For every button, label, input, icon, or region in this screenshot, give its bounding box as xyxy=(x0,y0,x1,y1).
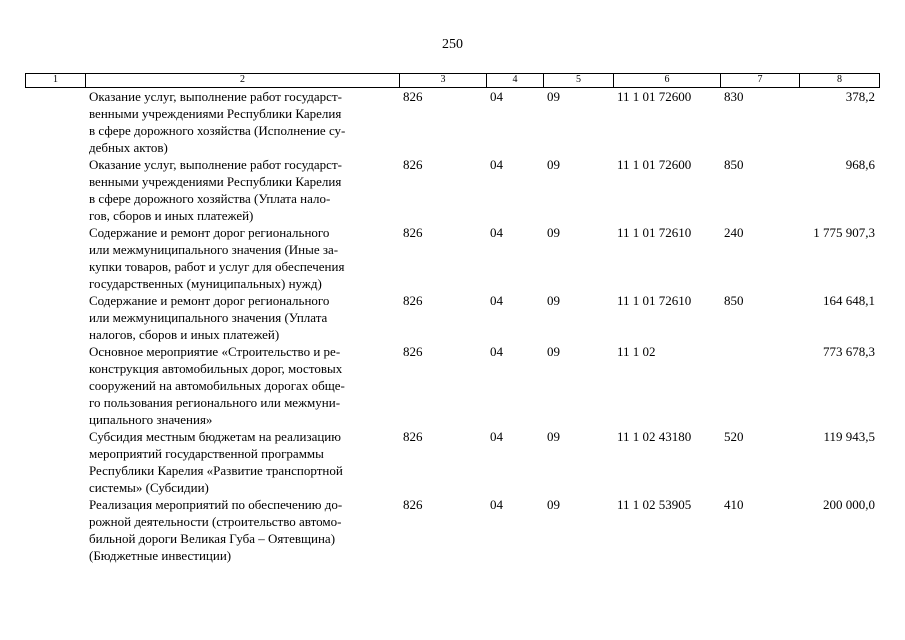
table-row xyxy=(25,88,880,156)
cell-subsection-code: 09 xyxy=(547,344,560,359)
description-line: Оказание услуг, выполнение работ государст- xyxy=(89,157,342,172)
description-line: мероприятий государственной программы xyxy=(89,446,324,461)
description-line: государственных (муниципальных) нужд) xyxy=(89,276,322,291)
cell-description xyxy=(85,343,399,428)
description-line: дебных актов) xyxy=(89,140,168,155)
cell-subsection-code: 09 xyxy=(547,89,560,104)
header-col-8: 8 xyxy=(799,74,880,87)
cell-amount: 164 648,1 xyxy=(823,293,875,308)
cell-ministry-code: 826 xyxy=(403,344,423,359)
table-row xyxy=(25,496,880,564)
cell-section-code: 04 xyxy=(490,293,503,308)
description-line: го пользования регионального или межмуни- xyxy=(89,395,341,410)
header-col-3: 3 xyxy=(399,74,486,87)
header-col-2: 2 xyxy=(85,74,399,87)
cell-col-1 xyxy=(25,156,85,224)
cell-col-1 xyxy=(25,496,85,564)
cell-description xyxy=(85,496,399,564)
cell-description xyxy=(85,156,399,224)
table-row xyxy=(25,224,880,292)
cell-target-article: 11 1 02 53905 xyxy=(617,497,692,512)
cell-section-code: 04 xyxy=(490,225,503,240)
cell-target-article: 11 1 01 72600 xyxy=(617,89,692,104)
table-header xyxy=(25,73,880,88)
description-line: Содержание и ремонт дорог регионального xyxy=(89,293,330,308)
header-col-7: 7 xyxy=(720,74,799,87)
header-col-4: 4 xyxy=(486,74,543,87)
description-line: в сфере дорожного хозяйства (Уплата нало- xyxy=(89,191,331,206)
cell-description xyxy=(85,428,399,496)
cell-section-code: 04 xyxy=(490,497,503,512)
cell-subsection-code: 09 xyxy=(547,497,560,512)
header-col-5: 5 xyxy=(543,74,613,87)
description-line: Субсидия местным бюджетам на реализацию xyxy=(89,429,341,444)
description-line: Содержание и ремонт дорог регионального xyxy=(89,225,330,240)
cell-amount: 773 678,3 xyxy=(823,344,875,359)
description-line: ципального значения» xyxy=(89,412,213,427)
cell-section-code: 04 xyxy=(490,429,503,444)
cell-amount: 200 000,0 xyxy=(823,497,875,512)
cell-ministry-code: 826 xyxy=(403,497,423,512)
cell-expense-type: 850 xyxy=(724,157,744,172)
cell-amount: 1 775 907,3 xyxy=(813,225,875,240)
cell-target-article: 11 1 01 72600 xyxy=(617,157,692,172)
cell-col-1 xyxy=(25,224,85,292)
page-number: 250 xyxy=(442,37,463,52)
description-line: Основное мероприятие «Строительство и ре- xyxy=(89,344,341,359)
description-line: сооружений на автомобильных дорогах обще- xyxy=(89,378,345,393)
cell-col-1 xyxy=(25,428,85,496)
description-line: рожной деятельности (строительство автомо- xyxy=(89,514,342,529)
cell-ministry-code: 826 xyxy=(403,89,423,104)
cell-amount: 378,2 xyxy=(845,89,875,104)
description-line: (Бюджетные инвестиции) xyxy=(89,548,232,563)
cell-ministry-code: 826 xyxy=(403,157,423,172)
cell-ministry-code: 826 xyxy=(403,429,423,444)
description-line: или межмуниципального значения (Иные за- xyxy=(89,242,339,257)
header-col-1: 1 xyxy=(25,74,85,87)
cell-section-code: 04 xyxy=(490,157,503,172)
cell-target-article: 11 1 01 72610 xyxy=(617,225,692,240)
cell-subsection-code: 09 xyxy=(547,293,560,308)
cell-expense-type: 240 xyxy=(724,225,744,240)
cell-expense-type: 520 xyxy=(724,429,744,444)
description-line: Оказание услуг, выполнение работ государст- xyxy=(89,89,342,104)
cell-expense-type: 830 xyxy=(724,89,744,104)
description-line: венными учреждениями Республики Карелия xyxy=(89,106,342,121)
description-line: гов, сборов и иных платежей) xyxy=(89,208,254,223)
description-line: венными учреждениями Республики Карелия xyxy=(89,174,342,189)
description-line: бильной дороги Великая Губа – Оятевщина) xyxy=(89,531,336,546)
table-row xyxy=(25,292,880,343)
cell-ministry-code: 826 xyxy=(403,293,423,308)
description-line: конструкция автомобильных дорог, мостовых xyxy=(89,361,343,376)
description-line: купки товаров, работ и услуг для обеспечения xyxy=(89,259,345,274)
cell-subsection-code: 09 xyxy=(547,225,560,240)
cell-subsection-code: 09 xyxy=(547,429,560,444)
table-row xyxy=(25,343,880,428)
cell-ministry-code: 826 xyxy=(403,225,423,240)
cell-section-code: 04 xyxy=(490,89,503,104)
cell-target-article: 11 1 01 72610 xyxy=(617,293,692,308)
description-line: системы» (Субсидии) xyxy=(89,480,209,495)
cell-expense-type: 850 xyxy=(724,293,744,308)
cell-expense-type: 410 xyxy=(724,497,744,512)
description-line: Республики Карелия «Развитие транспортной xyxy=(89,463,343,478)
description-line: в сфере дорожного хозяйства (Исполнение су- xyxy=(89,123,346,138)
cell-col-1 xyxy=(25,292,85,343)
cell-subsection-code: 09 xyxy=(547,157,560,172)
cell-description xyxy=(85,292,399,343)
cell-description xyxy=(85,224,399,292)
cell-col-1 xyxy=(25,343,85,428)
cell-description xyxy=(85,88,399,156)
description-line: налогов, сборов и иных платежей) xyxy=(89,327,280,342)
table-row xyxy=(25,156,880,224)
cell-target-article: 11 1 02 xyxy=(617,344,656,359)
description-line: или межмуниципального значения (Уплата xyxy=(89,310,328,325)
cell-expense-type xyxy=(720,343,799,428)
table-row xyxy=(25,428,880,496)
cell-amount: 119 943,5 xyxy=(823,429,875,444)
table-body xyxy=(25,88,880,564)
cell-section-code: 04 xyxy=(490,344,503,359)
cell-target-article: 11 1 02 43180 xyxy=(617,429,692,444)
description-line: Реализация мероприятий по обеспечению до- xyxy=(89,497,343,512)
cell-col-1 xyxy=(25,88,85,156)
cell-amount: 968,6 xyxy=(845,157,875,172)
header-col-6: 6 xyxy=(613,74,720,87)
